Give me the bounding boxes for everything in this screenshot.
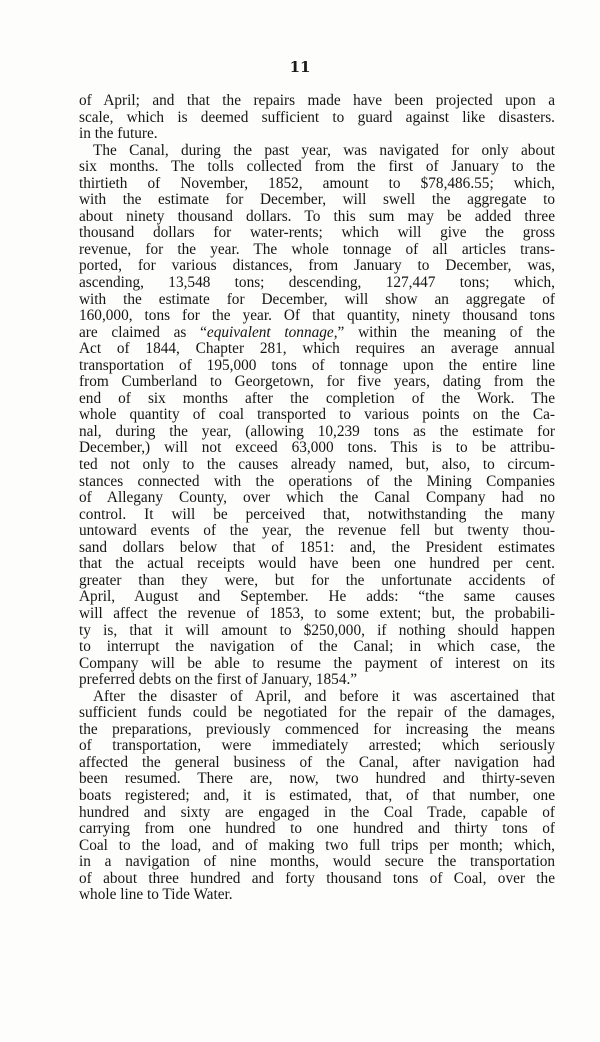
text-line: of transportation, were immediately arrested; which seriously <box>79 737 555 755</box>
text-line: nal, during the year, (allowing 10,239 tons as the estimate for <box>79 422 555 440</box>
text-line: After the disaster of April, and before it was ascertained that <box>93 687 555 705</box>
text-line: to interrupt the navigation of the Canal; in which case, the <box>79 638 555 656</box>
text-line: sufficient funds could be negotiated for the repair of the damages, <box>79 704 555 722</box>
text-line: whole quantity of coal transported to various points on the Ca- <box>79 406 555 424</box>
text-line: hundred and sixty are engaged in the Coal Trade, capable of <box>79 803 555 821</box>
text-line: from Cumberland to Georgetown, for five years, dating from the <box>79 373 555 391</box>
text-line: December,) will not exceed 63,000 tons. This is to be attribu- <box>79 439 555 457</box>
text-line: revenue, for the year. The whole tonnage of all articles trans- <box>79 240 555 258</box>
text-line: 160,000, tons for the year. Of that quantity, ninety thousand tons <box>79 307 555 325</box>
text-line: ported, for various distances, from January to December, was, <box>79 257 555 275</box>
text-line: Act of 1844, Chapter 281, which requires an average annual <box>79 340 555 358</box>
paragraph-3 <box>79 689 555 904</box>
text-line: are claimed as “equivalent tonnage,” within the meaning of the <box>79 323 556 341</box>
text-line: sand dollars below that of 1851: and, the President estimates <box>79 538 555 556</box>
text-line: of April; and that the repairs made have been projected upon a <box>79 92 555 109</box>
text-line: April, August and September. He adds: “the same causes <box>79 588 555 606</box>
body-text <box>79 93 555 904</box>
paragraph-1 <box>79 93 555 143</box>
page-number: 11 <box>289 58 311 76</box>
text-line: ty is, that it will amount to $250,000, if nothing should happen <box>79 621 555 639</box>
text-line: affected the general business of the Canal, after navigation had <box>79 753 555 771</box>
text-line: boats registered; and, it is estimated, that, of that number, one <box>79 786 555 804</box>
text-line: Coal to the load, and of making two full trips per month; which, <box>79 836 555 854</box>
text-line: of Allegany County, over which the Canal Company had no <box>79 489 555 507</box>
text-line: end of six months after the completion of the Work. The <box>79 389 555 407</box>
text-line: greater than they were, but for the unfortunate accidents of <box>79 571 555 589</box>
text-line: Company will be able to resume the payment of interest on its <box>79 654 555 672</box>
text-line: untoward events of the year, the revenue fell but twenty thou- <box>79 522 555 540</box>
text-line: preferred debts on the first of January, 1854.” <box>79 671 358 689</box>
text-line: will affect the revenue of 1853, to some extent; but, the probabili- <box>79 604 555 622</box>
text-line: carrying from one hundred to one hundred and thirty tons of <box>79 820 555 838</box>
text-line: with the estimate for December, will show an aggregate of <box>79 290 555 308</box>
italic-phrase: equivalent tonnage <box>206 323 334 341</box>
text-line: with the estimate for December, will swell the aggregate to <box>79 191 555 209</box>
text-line: thirtieth of November, 1852, amount to $78,486.55; which, <box>79 174 555 192</box>
text-line: transportation of 195,000 tons of tonnage upon the entire line <box>79 356 555 374</box>
text-line: the preparations, previously commenced for increasing the means <box>79 720 555 738</box>
text-line: control. It will be perceived that, notwithstanding the many <box>79 505 555 523</box>
text-line: scale, which is deemed sufficient to guard against like disasters. <box>79 108 555 126</box>
text-line: about ninety thousand dollars. To this sum may be added three <box>79 207 555 225</box>
text-line: of about three hundred and forty thousand tons of Coal, over the <box>79 869 555 887</box>
text-line: stances connected with the operations of the Mining Companies <box>79 472 555 490</box>
text-line: in a navigation of nine months, would secure the transportation <box>79 853 555 871</box>
text-line: been resumed. There are, now, two hundred and thirty-seven <box>79 770 555 788</box>
text-line: in the future. <box>79 125 158 143</box>
paragraph-2 <box>79 143 555 689</box>
text-line: whole line to Tide Water. <box>79 886 233 904</box>
text-line: that the actual receipts would have been one hundred per cent. <box>79 555 555 573</box>
text-line: six months. The tolls collected from the first of January to the <box>79 158 555 176</box>
text-line: ted not only to the causes already named, but, also, to circum- <box>79 456 555 474</box>
text-line: thousand dollars for water-rents; which will give the gross <box>79 224 555 242</box>
text-line: ascending, 13,548 tons; descending, 127,447 tons; which, <box>79 274 555 292</box>
text-line: The Canal, during the past year, was navigated for only about <box>93 141 555 159</box>
